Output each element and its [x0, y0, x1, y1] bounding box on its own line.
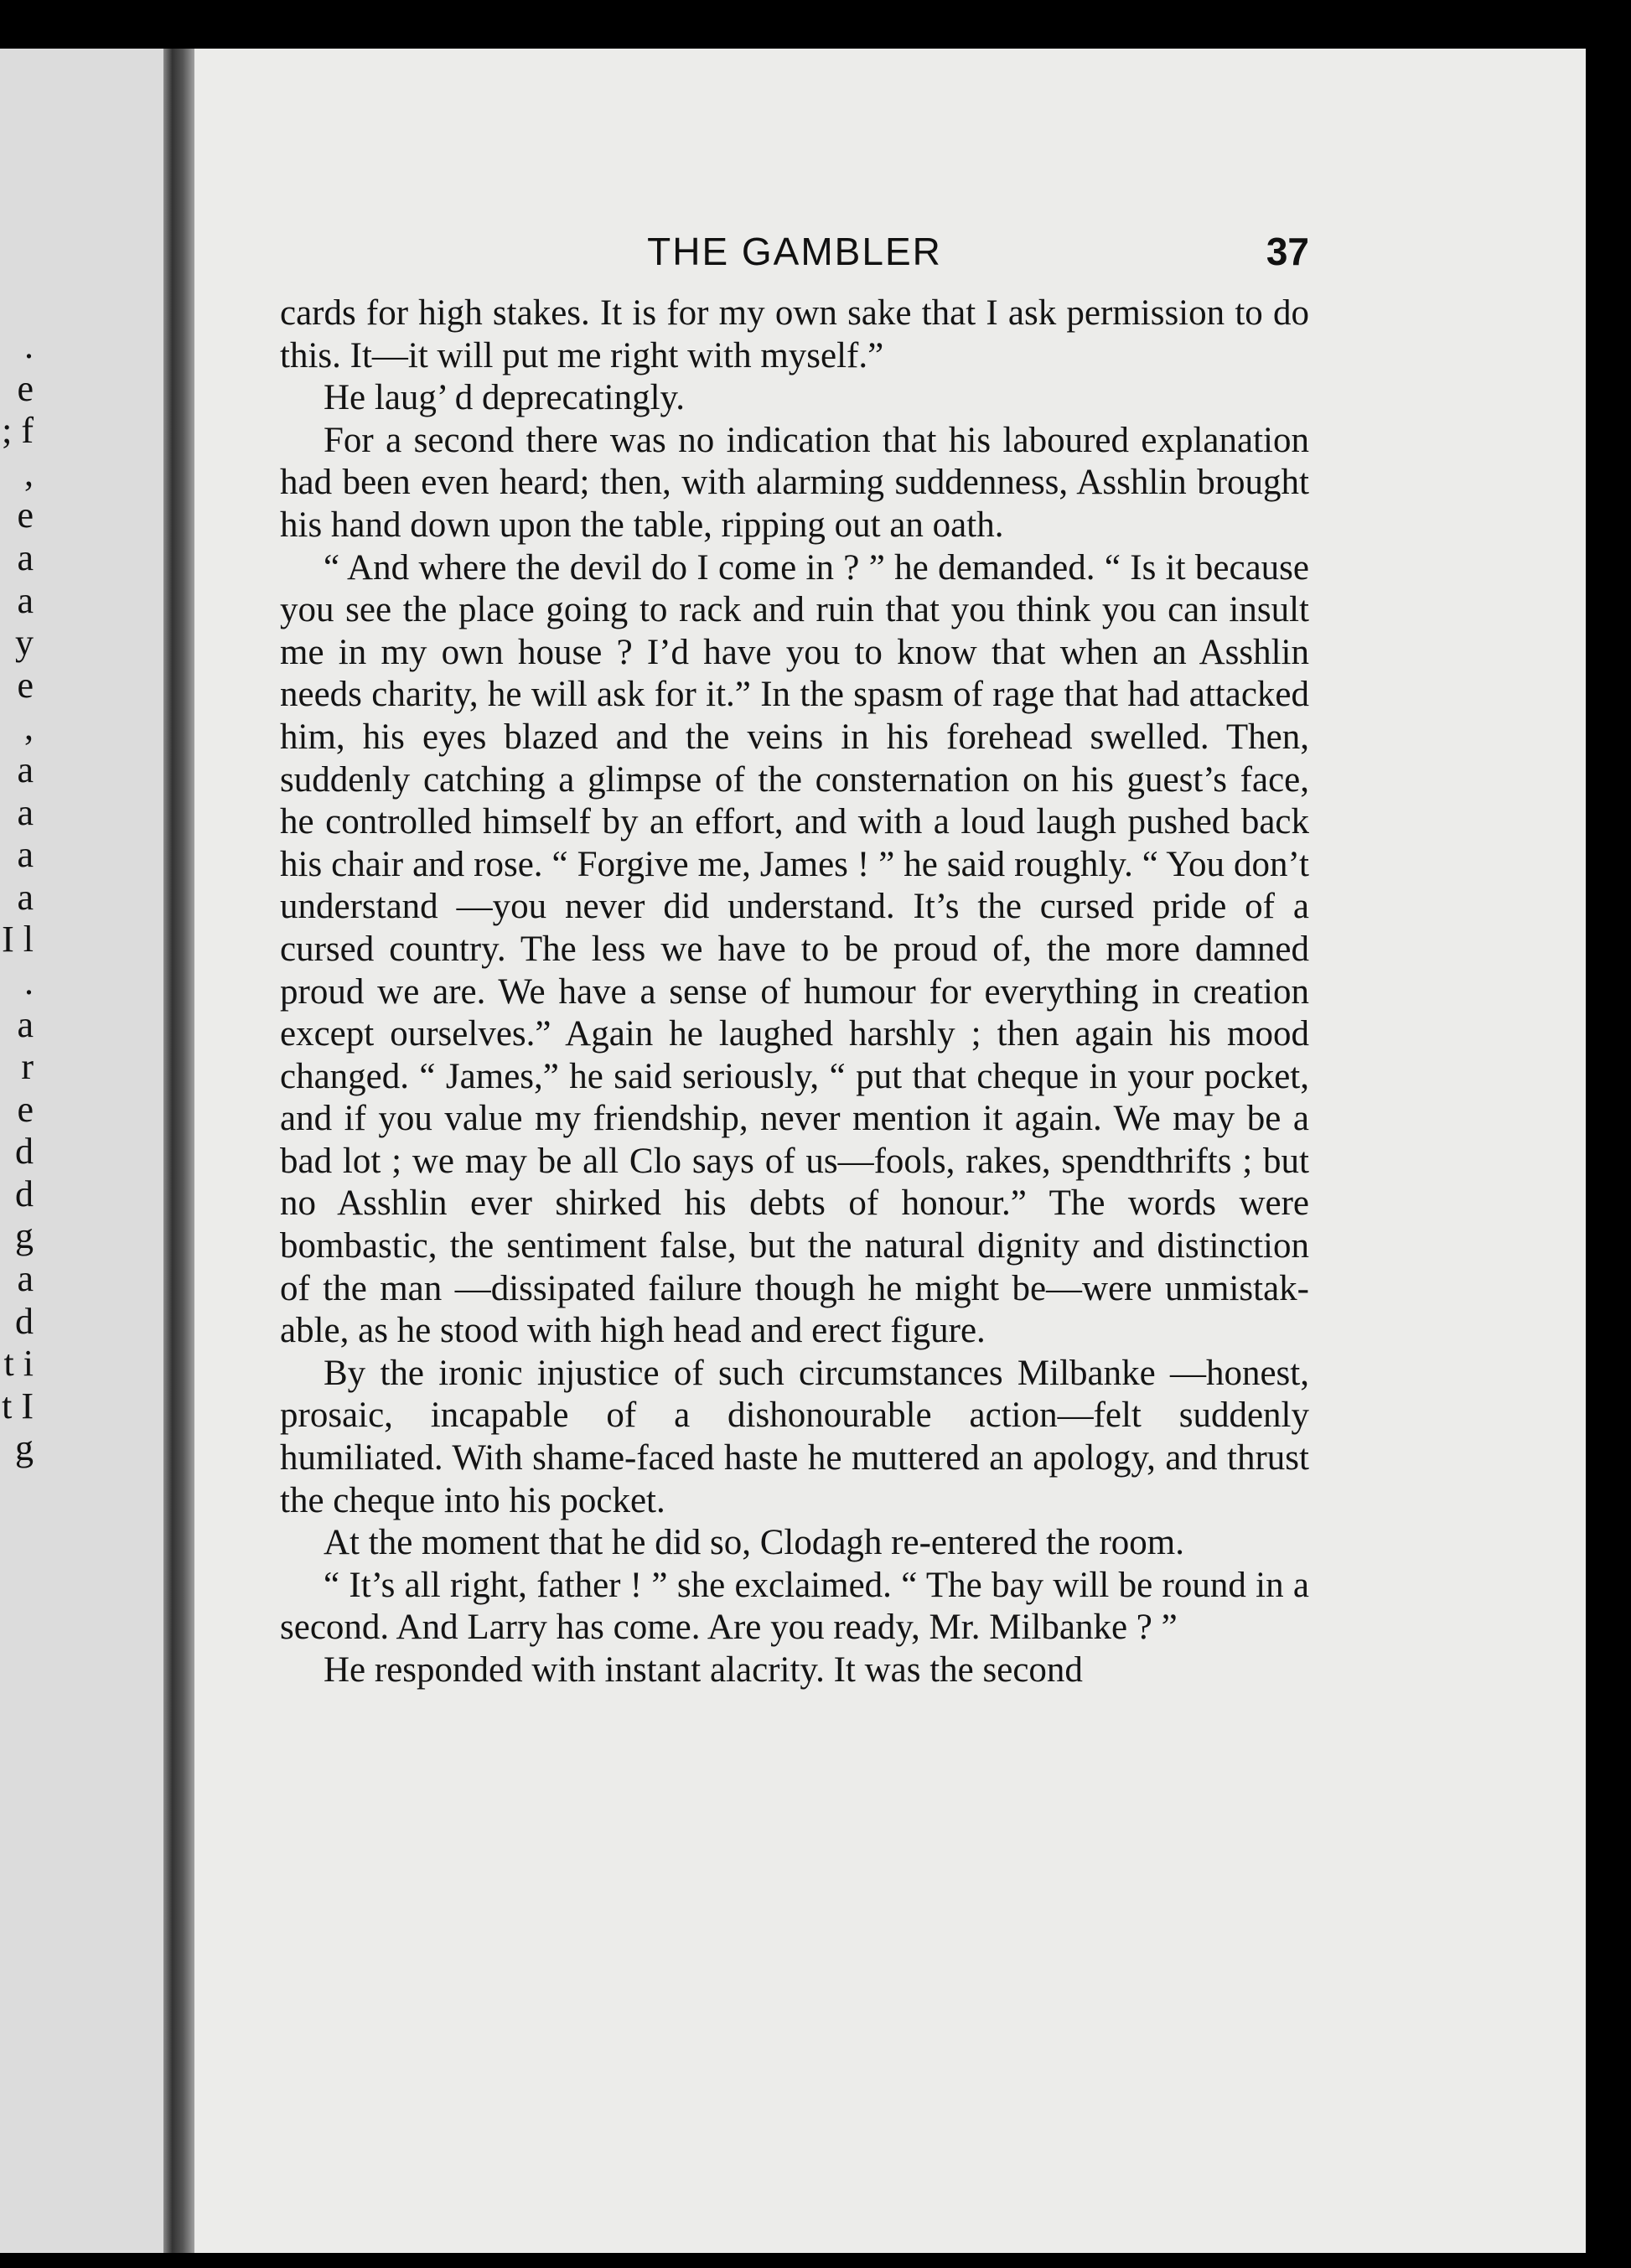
paragraph: cards for high stakes. It is for my own sake that I ask permission to do this. It—it will put me right with myself.” [280, 293, 1309, 375]
body-text [280, 293, 1309, 1692]
page-content [280, 229, 1309, 1692]
paragraph: For a second there was no indication that his laboured explanation had been even heard; then, with alarming suddenness, Asshlin brought his hand down upon the table, ripping out an oath. [280, 420, 1309, 545]
book-page [194, 49, 1586, 2253]
page-number: 37 [1266, 230, 1309, 273]
paragraph: At the moment that he did so, Clodagh re-entered the room. [324, 1523, 1184, 1563]
book-gutter [163, 49, 199, 2253]
paragraph: He laug’ d deprecatingly. [324, 378, 686, 418]
running-title: THE GAMBLER [647, 230, 942, 273]
paragraph: “ And where the devil do I come in ? ” he demanded. “ Is it because you see the place going to rack and ruin that you think you can insult me in my own house ? I’d have you to know that when an Asshlin needs charity, he will ask for it.” In the spasm of rage that had attacked him, his eyes blazed and the veins in his forehead swelled. Then, suddenly catching a glimpse of the consternation on his guest’s face, he controlled himself by an effort, and with a loud laugh pushed back his chair and rose. “ Forgive me, James ! ” he said roughly. “ You don’t understand —you never did understand. It’s the cursed pride of a cursed country. The less we have to be proud of, the more damned proud we are. We have a sense of humour for everything in creation except ourselves.” Again he laughed harshly ; then again his mood changed. “ James,” he said seriously, “ put that cheque in your pocket, and if you value my friendship, never mention it again. We may be a bad lot ; we may be all Clo says of us—fools, rakes, spendthrifts ; but no Asshlin ever shirked his debts of honour.” The words were bombastic, the sentiment false, but the natural dignity and distinction of the man —dissipated failure though he might be—were unmistak-able, as he stood with high head and erect figure. [280, 547, 1309, 1351]
paragraph: “ It’s all right, father ! ” she exclaimed. “ The bay will be round in a second. And Larry has come. Are you ready, Mr. Milbanke ? ” [280, 1565, 1309, 1648]
facing-page-text-fragments: . e ; f , e a a y e , a a a a I l . a r e d d g a d t i t I g [2, 325, 34, 1469]
paragraph: He responded with instant alacrity. It was the second [324, 1650, 1083, 1690]
running-head [280, 229, 1309, 293]
paragraph: By the ironic injustice of such circumstances Milbanke —honest, prosaic, incapable of a dishonourable action—felt suddenly humiliated. With shame-faced haste he muttered an apology, and thrust the cheque into his pocket. [280, 1353, 1309, 1520]
